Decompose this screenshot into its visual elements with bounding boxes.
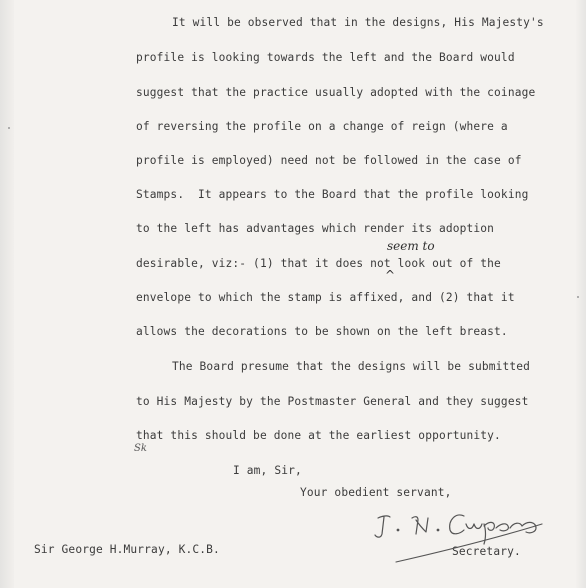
body-line-9: envelope to which the stamp is affixed, and (2) that it (136, 291, 515, 304)
body-line-5: profile is employed) need not be followed in the case of (136, 154, 522, 167)
body-line-7: to the left has advantages which render its adoption (136, 222, 495, 235)
handwritten-insertion: seem to (387, 239, 435, 253)
body-line-10: allows the decorations to be shown on the left breast. (136, 325, 508, 338)
valediction-line: Your obedient servant, (300, 486, 452, 499)
body-line-12: to His Majesty by the Postmaster General and they suggest (136, 395, 529, 408)
page-right-edge (576, 0, 586, 588)
body-line-11: The Board presume that the designs will be submitted (172, 360, 531, 373)
addressee-line: Sir George H.Murray, K.C.B. (34, 543, 220, 556)
body-line-8: desirable, viz:- (1) that it does not look out of the (136, 257, 501, 270)
body-line-2: profile is looking towards the left and the Board would (136, 51, 515, 64)
page-left-edge (0, 0, 14, 588)
body-line-1: It will be observed that in the designs, His Majesty's (172, 16, 544, 29)
body-line-3: suggest that the practice usually adopted with the coinage (136, 86, 536, 99)
body-line-6: Stamps. It appears to the Board that the profile looking (136, 188, 529, 201)
insertion-caret: ^ (385, 268, 396, 282)
body-line-13: that this should be done at the earliest opportunity. (136, 429, 501, 442)
punch-mark-right (577, 296, 579, 298)
handwritten-signature (360, 500, 550, 570)
signature-title: Secretary. (452, 545, 521, 558)
margin-mark: Sk (134, 443, 147, 454)
body-line-4: of reversing the profile on a change of reign (where a (136, 120, 508, 133)
punch-mark-left (8, 127, 10, 129)
closing-line: I am, Sir, (233, 464, 302, 477)
